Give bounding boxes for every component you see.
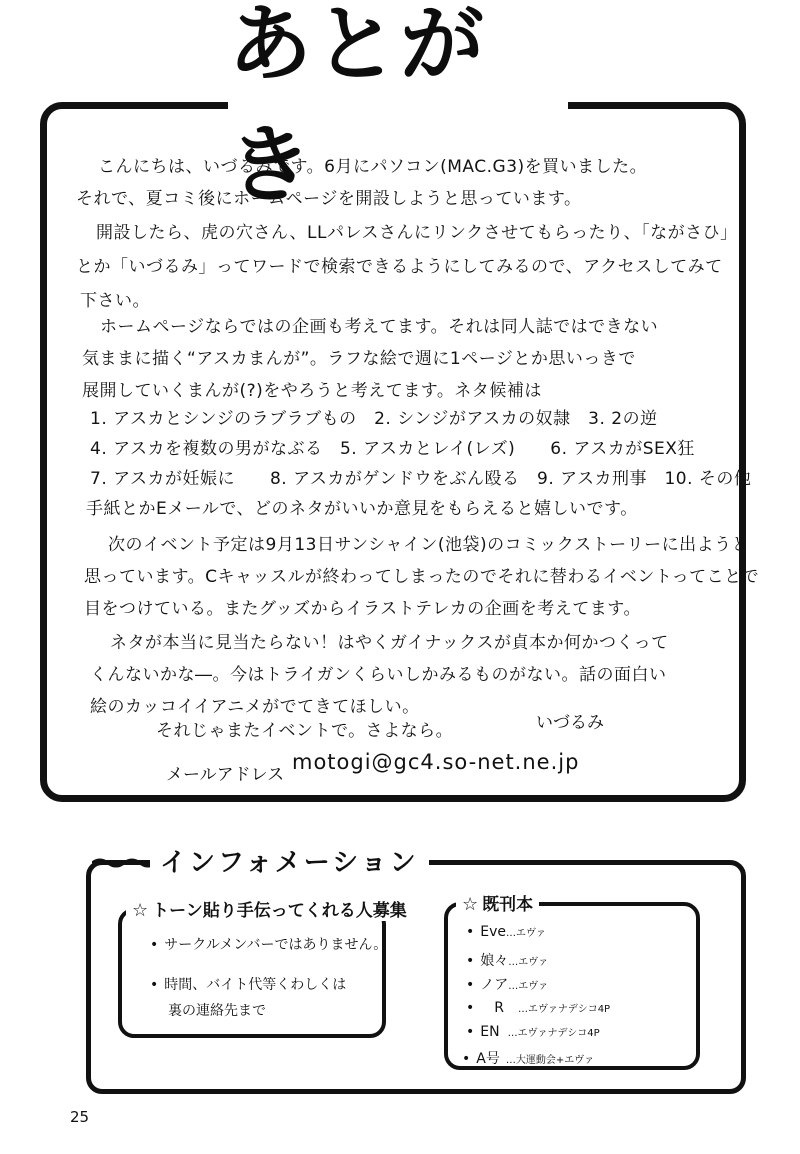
body-line: 展開していくまんが(?)をやろうと考えてます。ネタ候補は (82, 381, 542, 401)
back-issues-heading: ☆ 既刊本 (456, 890, 539, 915)
body-line: 絵のカッコイイアニメがでてきてほしい。 (90, 697, 420, 717)
page-title: あとが (228, 48, 568, 148)
bullet-icon: • (462, 1051, 471, 1067)
recruit-heading: ☆ トーン貼り手伝ってくれる人募集 (126, 896, 413, 921)
back-issue-item: • 娘々…エヴァ (466, 953, 549, 969)
body-line: こんにちは、いづるみです。6月にパソコン(MAC.G3)を買いました。 (98, 157, 648, 177)
bullet-icon: • (466, 924, 475, 940)
body-line: 1. アスカとシンジのラブラブもの 2. シンジがアスカの奴隷 3. 2の逆 (90, 409, 658, 429)
body-line: それで、夏コミ後にホームページを開設しようと思っています。 (76, 189, 582, 209)
body-line: 手紙とかEメールで、どのネタがいいか意見をもらえると嬉しいです。 (86, 499, 638, 519)
recruit-item: • サークルメンバーではありません。 (150, 937, 388, 953)
bullet-icon: • (466, 1000, 475, 1016)
recruit-item: • 時間、バイト代等くわしくは (150, 977, 347, 993)
recruit-item: 裏の連絡先まで (168, 1003, 266, 1019)
star-icon: ☆ (462, 894, 479, 915)
body-line: ネタが本当に見当たらない！はやくガイナックスが貞本か何かつくって (110, 633, 669, 653)
body-line: 次のイベント予定は9月13日サンシャイン(池袋)のコミックストーリーに出ようと (108, 535, 750, 555)
back-issue-item: • ノア…エヴァ (466, 977, 549, 993)
bullet-icon: • (466, 953, 475, 969)
body-line: 開設したら、虎の穴さん、LLパレスさんにリンクさせてもらったり、「ながさひ」 (96, 223, 738, 243)
body-line: 気ままに描く“アスカまんが”。ラフな絵で週に1ページとか思いっきで (82, 349, 636, 369)
back-issue-item: • R …エヴァナデシコ4P (466, 1000, 611, 1016)
body-line: 7. アスカが妊娠に 8. アスカがゲンドウをぶん殴る 9. アスカ刑事 10. その他 (90, 469, 752, 489)
back-issue-item: • EN …エヴァナデシコ4P (466, 1024, 600, 1040)
signature: いづるみ (536, 713, 604, 733)
information-title: インフォメーション (150, 842, 429, 879)
body-line: ホームページならではの企画も考えてます。それは同人誌ではできない (100, 317, 659, 337)
bullet-icon: • (150, 937, 159, 953)
bullet-icon: • (466, 977, 475, 993)
body-line: 下さい。 (80, 291, 150, 311)
bullet-icon: • (150, 977, 159, 993)
page-number: 25 (70, 1108, 90, 1126)
body-line: とか「いづるみ」ってワードで検索できるようにしてみるので、アクセスしてみて (76, 257, 723, 277)
mail-address: motogi@gc4.so-net.ne.jp (292, 750, 580, 774)
body-line: 目をつけている。またグッズからイラストテレカの企画を考えてます。 (84, 599, 641, 619)
star-icon: ☆ (132, 900, 149, 921)
mail-label: メールアドレス (166, 765, 285, 785)
body-line: くんないかな―。今はトライガンくらいしかみるものがない。話の面白い (90, 665, 667, 685)
bullet-icon: • (466, 1024, 475, 1040)
body-line: 4. アスカを複数の男がなぶる 5. アスカとレイ(レズ) 6. アスカがSEX狂 (90, 439, 695, 459)
back-issue-item: • A号 …大運動会+エヴァ (462, 1051, 595, 1067)
body-line: 思っています。Cキャッスルが終わってしまったのでそれに替わるイベントってことで (84, 567, 760, 587)
back-issue-item: • Eve…エヴァ (466, 924, 546, 940)
body-line: それじゃまたイベントで。さよなら。 (156, 721, 454, 741)
